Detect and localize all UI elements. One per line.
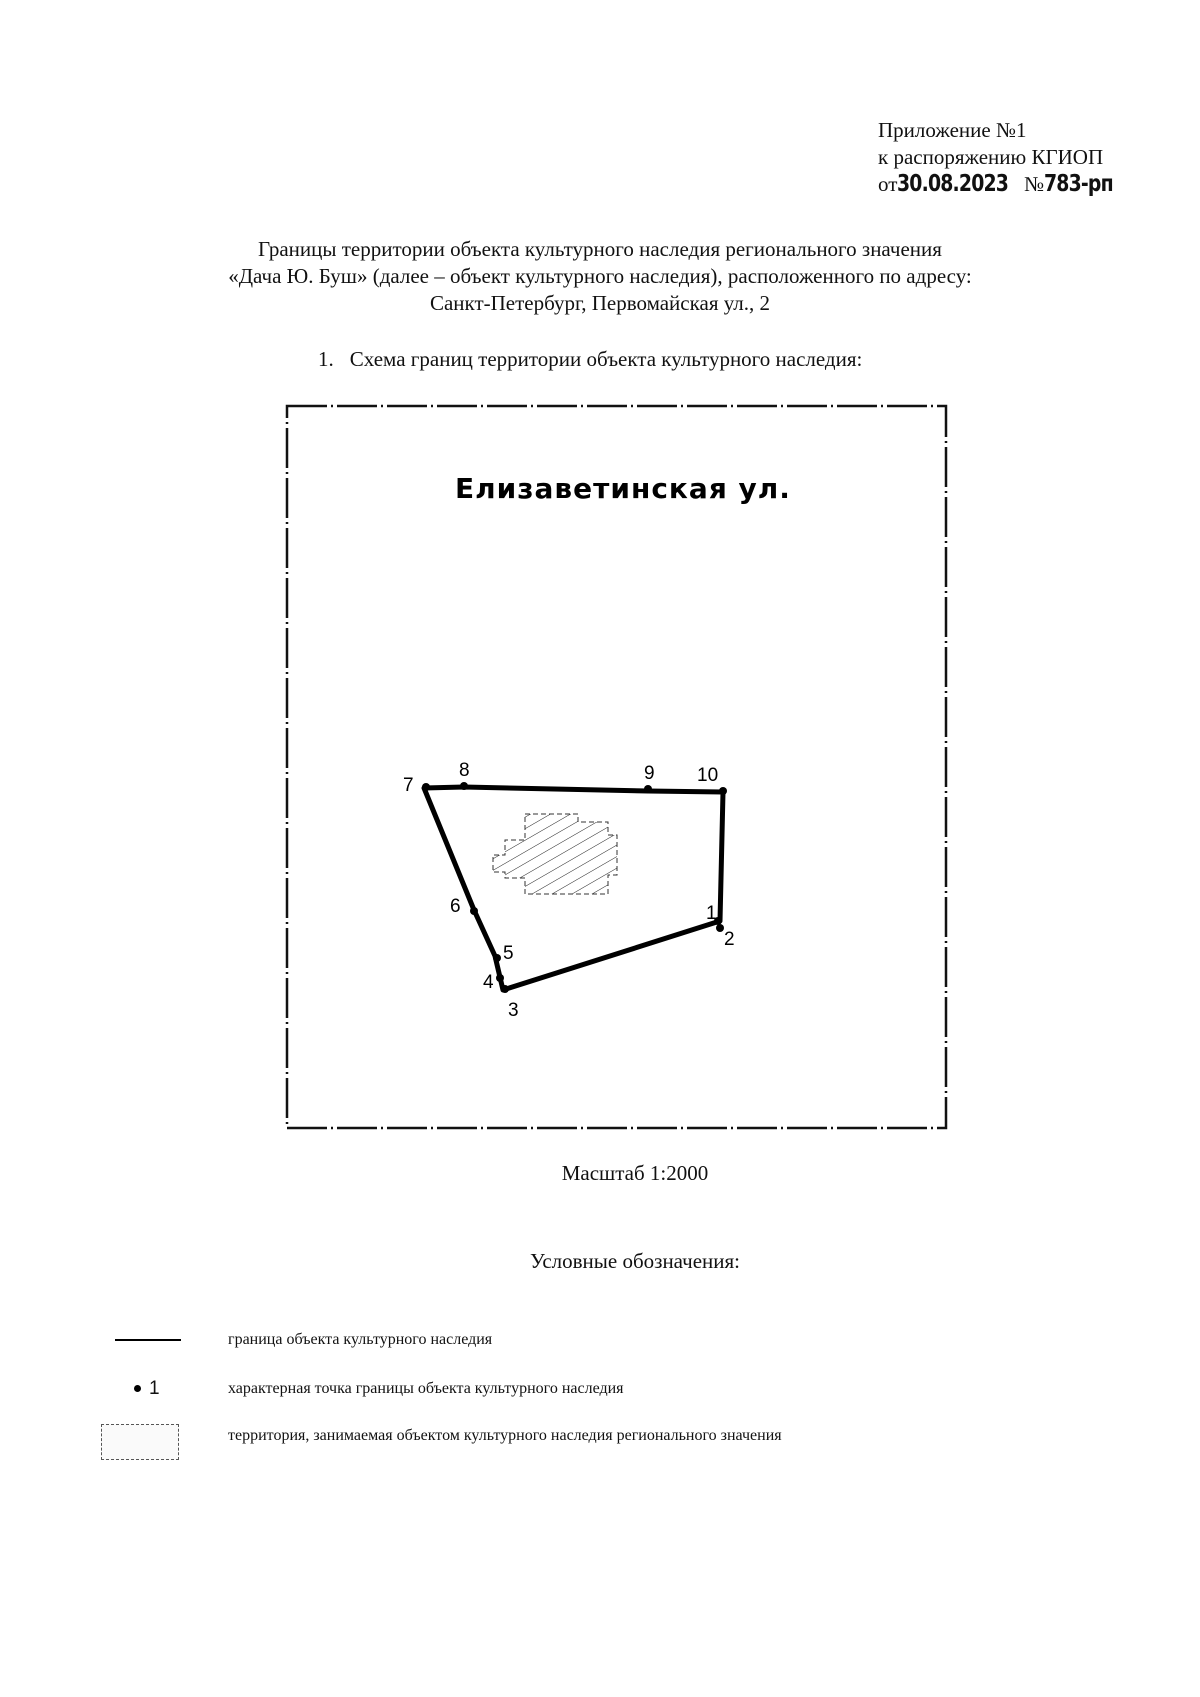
section-heading-text: Схема границ территории объекта культурного наследия:: [349, 347, 863, 371]
legend-line-symbol: [115, 1339, 181, 1341]
point-label: 4: [483, 972, 494, 993]
point-label: 10: [697, 765, 719, 786]
point-label: 3: [508, 1000, 519, 1021]
number-prefix: №: [1024, 172, 1045, 196]
boundary-point: [422, 783, 430, 791]
point-label: 7: [403, 775, 414, 796]
title-line3: Санкт-Петербург, Первомайская ул., 2: [429, 291, 771, 315]
boundary-point: [716, 924, 724, 932]
point-label: 6: [450, 896, 461, 917]
legend-item-boundary: граница объекта культурного наследия: [228, 1331, 493, 1348]
appendix-line2: к распоряжению КГИОП: [878, 145, 1104, 169]
legend-territory-symbol: [101, 1424, 179, 1460]
handwritten-number: 783-рп: [1044, 171, 1114, 197]
boundary-point: [719, 787, 727, 795]
point-label: 8: [459, 760, 470, 781]
point-label: 9: [644, 763, 655, 784]
legend-point-symbol: [134, 1378, 160, 1400]
point-label: 5: [503, 943, 514, 964]
legend-title: Условные обозначения:: [529, 1249, 741, 1273]
boundary-point: [493, 954, 501, 962]
section-number: 1.: [318, 347, 334, 371]
legend-item-territory: территория, занимаемая объектом культурного наследия регионального значения: [228, 1427, 782, 1444]
title-line1: Границы территории объекта культурного наследия регионального значения: [258, 237, 942, 261]
boundary-point: [460, 782, 468, 790]
handwritten-date: 30.08.2023: [897, 171, 1009, 197]
point-dot-icon: [134, 1385, 141, 1392]
boundary-point: [644, 785, 652, 793]
point-label: 2: [724, 929, 735, 950]
legend-point-number: 1: [149, 1378, 160, 1399]
legend-item-point: характерная точка границы объекта культурного наследия: [228, 1380, 624, 1397]
boundary-point: [501, 985, 509, 993]
street-label: Елизаветинская ул.: [455, 472, 791, 505]
building-footprint: [493, 814, 617, 894]
map-scale: Масштаб 1:2000: [561, 1161, 709, 1185]
boundary-point: [470, 907, 478, 915]
appendix-line1: Приложение №1: [878, 118, 1027, 142]
map-frame: [287, 406, 946, 1128]
title-line2: «Дача Ю. Буш» (далее – объект культурного наследия), расположенного по адресу:: [228, 264, 972, 288]
boundary-point: [496, 974, 504, 982]
date-prefix: от: [878, 172, 898, 196]
point-label: 1: [706, 903, 717, 924]
